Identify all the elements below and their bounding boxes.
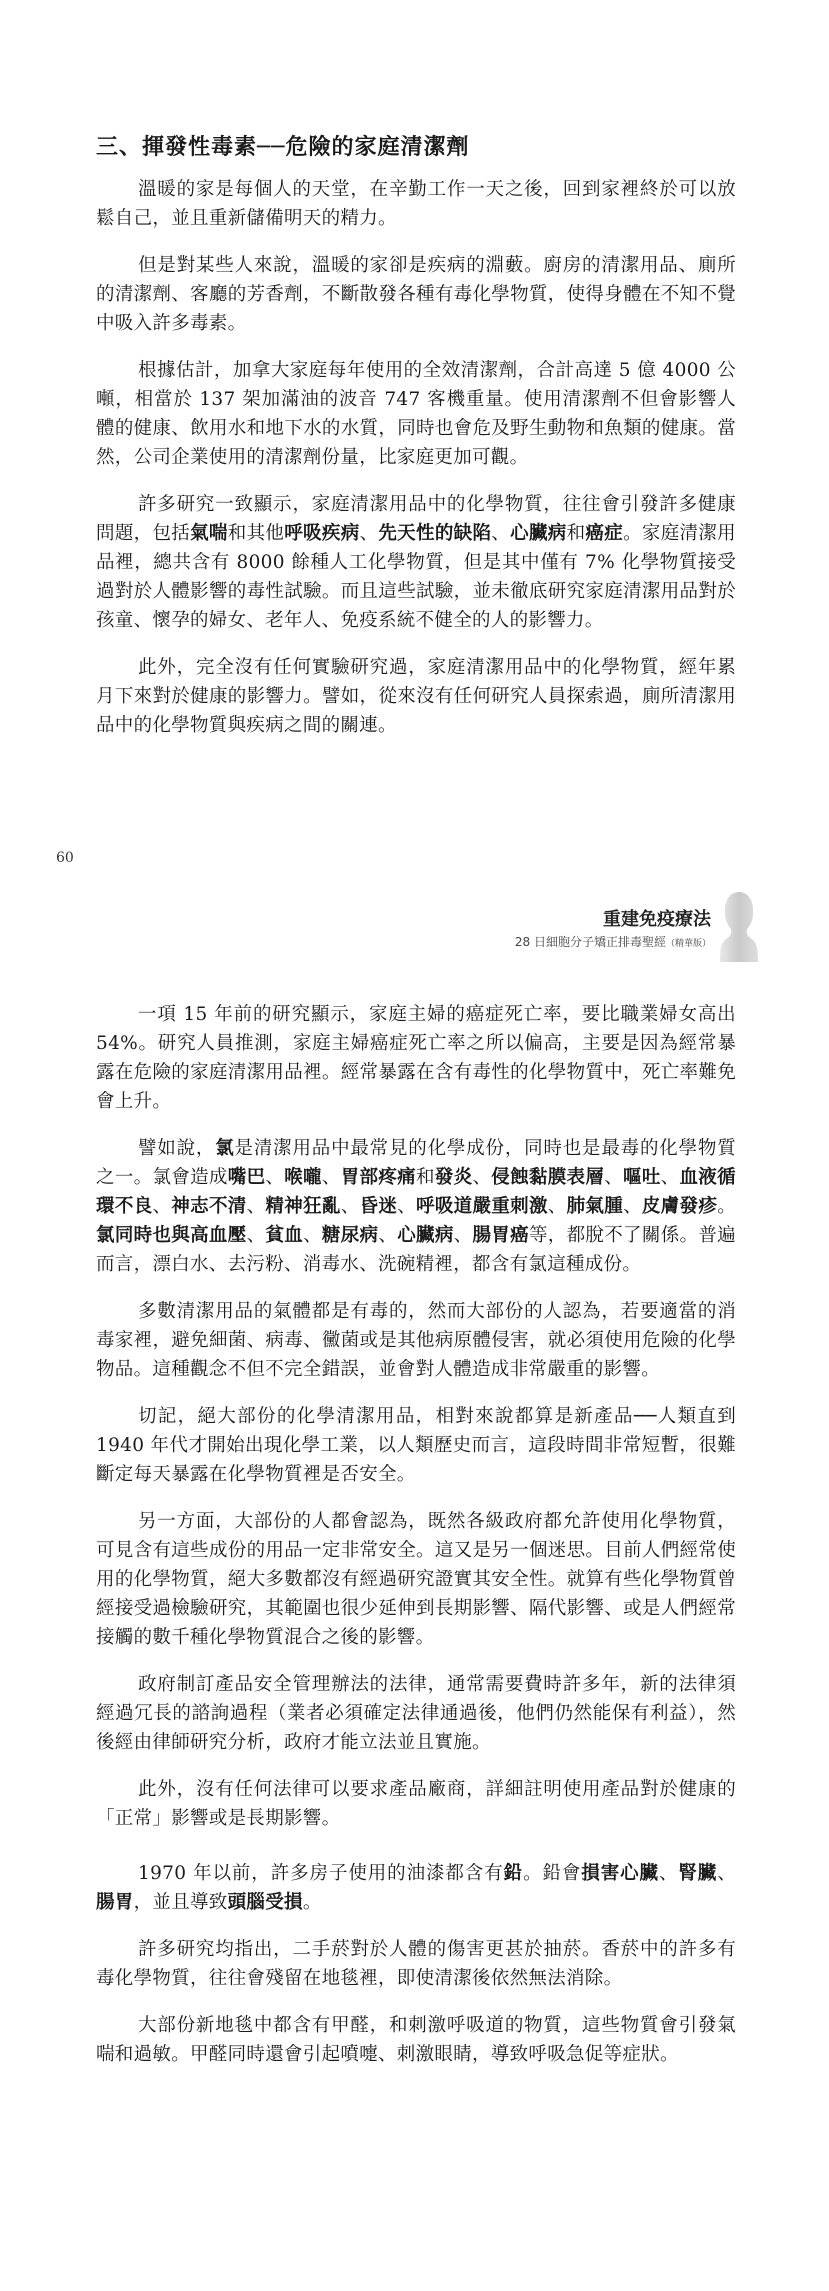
page-top bbox=[0, 0, 829, 860]
text-run: 大部份新地毯中都含有甲醛，和刺激呼吸道的物質，這些物質會引發氣喘和過敏。甲醛同時還會引起噴嚏、刺激眼睛，導致呼吸急促等症狀。 bbox=[96, 2015, 736, 2065]
text-run: 、 bbox=[359, 523, 379, 544]
bold-term: 氯同時也與高血壓 bbox=[96, 1225, 247, 1246]
paragraph bbox=[96, 1935, 736, 1993]
book-edition: （精華版） bbox=[665, 939, 711, 949]
text-run: 、 bbox=[340, 1196, 360, 1217]
bold-term: 血液循環不良 bbox=[96, 1167, 736, 1217]
text-run: 1970 年以前，許多房子使用的油漆都含有 bbox=[138, 1863, 504, 1884]
bold-term: 癌症 bbox=[585, 523, 624, 544]
paragraph bbox=[96, 251, 736, 338]
text-run: 是清潔用品中最常見的化學成份，同時也是最毒的化學物質之一。氯會造成 bbox=[96, 1138, 736, 1188]
bold-term: 皮膚發疹 bbox=[641, 1196, 718, 1217]
paragraph bbox=[96, 1297, 736, 1384]
text-run: ，並且導致 bbox=[133, 1892, 228, 1913]
text-run: 、 bbox=[491, 523, 511, 544]
bold-term: 頭腦受損 bbox=[227, 1892, 303, 1913]
paragraph bbox=[96, 2011, 736, 2069]
bold-term: 心臟病 bbox=[397, 1225, 454, 1246]
bold-term: 肺氣腫 bbox=[566, 1196, 624, 1217]
bold-term: 氯 bbox=[215, 1138, 235, 1159]
text-run: 譬如說， bbox=[138, 1138, 216, 1159]
book-subtitle-text: 28 日細胞分子矯正排毒聖經 bbox=[514, 935, 666, 949]
text-run: 溫暖的家是每個人的天堂，在辛勤工作一天之後，回到家裡終於可以放鬆自己，並且重新儲備明天的精力。 bbox=[96, 179, 736, 229]
text-run: 許多研究一致顯示，家庭清潔用品中的化學物質，往往會引發許多健康問題，包括 bbox=[96, 494, 736, 544]
paragraph bbox=[96, 653, 736, 740]
paragraph bbox=[96, 1859, 736, 1917]
bold-term: 鉛 bbox=[503, 1863, 524, 1884]
text-run: 但是對某些人來說，溫暖的家卻是疾病的淵藪。廚房的清潔用品、廁所的清潔劑、客廳的芳香劑，不斷散發各種有毒化學物質，使得身體在不知不覺中吸入許多毒素。 bbox=[96, 255, 736, 334]
paragraph bbox=[96, 490, 736, 635]
text-run: 政府制訂產品安全管理辦法的法律，通常需要費時許多年，新的法律須經過冗長的諮詢過程（業者必須確定法律通過後，他們仍然能保有利益），然後經由律師研究分析，政府才能立法並且實施。 bbox=[96, 1674, 736, 1753]
text-run: 、 bbox=[321, 1167, 341, 1188]
bold-term: 腎臟 bbox=[678, 1863, 718, 1884]
text-run: 、 bbox=[660, 1167, 680, 1188]
page1-paragraphs bbox=[96, 175, 736, 740]
text-run: 根據估計，加拿大家庭每年使用的全效清潔劑，合計高達 5 億 4000 公噸，相當於 137 架加滿油的波音 747 客機重量。使用清潔劑不但會影響人體的健康、飲用水和地下水的水質，同時也會危及野生動物和魚類的健康。當然，公司企業使用的清潔劑份量，比家庭更加可觀。 bbox=[96, 360, 736, 468]
text-run: 、 bbox=[265, 1167, 285, 1188]
bold-term: 昏迷 bbox=[359, 1196, 398, 1217]
text-run: 許多研究均指出，二手菸對於人體的傷害更甚於抽菸。香菸中的許多有毒化學物質，往往會殘留在地毯裡，即使清潔後依然無法消除。 bbox=[96, 1939, 736, 1989]
book-title: 重建免疫療法 bbox=[603, 909, 711, 930]
text-run: 、 bbox=[246, 1196, 266, 1217]
page-number: 60 bbox=[56, 850, 74, 866]
bold-term: 先天性的缺陷 bbox=[378, 523, 492, 544]
text-run: 、 bbox=[623, 1196, 642, 1217]
bold-term: 嘴巴 bbox=[227, 1167, 266, 1188]
page2-content bbox=[96, 1000, 736, 2087]
page2-paragraphs bbox=[96, 1000, 736, 2069]
text-run: 此外，完全沒有任何實驗研究過，家庭清潔用品中的化學物質，經年累月下來對於健康的影響力。譬如，從來沒有任何研究人員探索過，廁所清潔用品中的化學物質與疾病之間的關連。 bbox=[96, 657, 736, 736]
paragraph bbox=[96, 1507, 736, 1652]
bold-term: 損害心臟 bbox=[581, 1863, 659, 1884]
bold-term: 喉嚨 bbox=[284, 1167, 322, 1188]
paragraph bbox=[96, 175, 736, 233]
bold-term: 糖尿病 bbox=[321, 1225, 379, 1246]
text-run: 、 bbox=[397, 1196, 417, 1217]
text-run: 。 bbox=[302, 1892, 322, 1913]
bold-term: 神志不清 bbox=[171, 1196, 247, 1217]
bold-term: 腸胃 bbox=[96, 1892, 134, 1913]
bold-term: 腸胃癌 bbox=[472, 1225, 529, 1246]
text-run: 和其他 bbox=[227, 523, 285, 544]
bold-term: 發炎 bbox=[434, 1167, 473, 1188]
text-run: 、 bbox=[604, 1167, 624, 1188]
text-run: 一項 15 年前的研究顯示，家庭主婦的癌症死亡率，要比職業婦女高出 54%。研究人員推測，家庭主婦癌症死亡率之所以偏高，主要是因為經常暴露在危險的家庭清潔用品裡。經常暴露在含有毒性的化學物質中，死亡率難免會上升。 bbox=[96, 1004, 736, 1112]
bold-term: 呼吸道嚴重刺激 bbox=[416, 1196, 548, 1217]
text-run: 、 bbox=[658, 1863, 679, 1884]
section-heading: 三、揮發性毒素──危險的家庭清潔劑 bbox=[96, 135, 470, 160]
running-header bbox=[515, 905, 711, 950]
bold-term: 胃部疼痛 bbox=[340, 1167, 416, 1188]
text-run: 、 bbox=[547, 1196, 567, 1217]
head-silhouette-icon bbox=[719, 890, 759, 962]
text-run: 。鉛會 bbox=[523, 1863, 582, 1884]
text-run: 和 bbox=[415, 1167, 435, 1188]
text-run: 。 bbox=[717, 1196, 737, 1217]
paragraph bbox=[96, 356, 736, 472]
text-run: 、 bbox=[152, 1196, 172, 1217]
text-run: 、 bbox=[303, 1225, 322, 1246]
text-run: 等，都脫不了關係。普遍而言，漂白水、去污粉、消毒水、洗碗精裡，都含有氯這種成份。 bbox=[96, 1225, 736, 1275]
text-run: 多數清潔用品的氣體都是有毒的，然而大部份的人認為，若要適當的消毒家裡，避免細菌、病毒、黴菌或是其他病原體侵害，就必須使用危險的化學物品。這種觀念不但不完全錯誤，並會對人體造成非常嚴重的影響。 bbox=[96, 1301, 736, 1380]
bold-term: 氣喘 bbox=[190, 523, 228, 544]
text-run: 、 bbox=[717, 1863, 736, 1884]
text-run: 和 bbox=[566, 523, 586, 544]
bold-term: 侵蝕黏膜表層 bbox=[491, 1167, 605, 1188]
paragraph bbox=[96, 1134, 736, 1279]
paragraph bbox=[96, 1775, 736, 1833]
bold-term: 呼吸疾病 bbox=[284, 523, 360, 544]
paragraph bbox=[96, 1670, 736, 1757]
text-run: 。家庭清潔用品裡，總共含有 8000 餘種人工化學物質，但是其中僅有 7% 化學物質接受過對於人體影響的毒性試驗。而且這些試驗，並未徹底研究家庭清潔用品對於孩童、懷孕的婦女、老年人、免疫系統不健全的人的影響力。 bbox=[96, 523, 736, 631]
text-run: 另一方面，大部份的人都會認為，既然各級政府都允許使用化學物質，可見含有這些成份的用品一定非常安全。這又是另一個迷思。目前人們經常使用的化學物質，絕大多數都沒有經過研究證實其安全性。就算有些化學物質曾經接受過檢驗研究，其範圍也很少延伸到長期影響、隔代影響、或是人們經常接觸的數千種化學物質混合之後的影響。 bbox=[96, 1511, 736, 1648]
book-subtitle bbox=[515, 933, 711, 950]
text-run: 、 bbox=[378, 1225, 398, 1246]
text-run: 、 bbox=[472, 1167, 492, 1188]
text-run: 切記，絕大部份的化學清潔用品，相對來說都算是新產品──人類直到 1940 年代才開始出現化學工業，以人類歷史而言，這段時間非常短暫，很難斷定每天暴露在化學物質裡是否安全。 bbox=[96, 1406, 736, 1485]
bold-term: 貧血 bbox=[265, 1225, 304, 1246]
bold-term: 心臟病 bbox=[510, 523, 567, 544]
paragraph bbox=[96, 1402, 736, 1489]
text-run: 、 bbox=[453, 1225, 473, 1246]
page1-content bbox=[96, 130, 736, 758]
text-run: 此外，沒有任何法律可以要求產品廠商，詳細註明使用產品對於健康的「正常」影響或是長期影響。 bbox=[96, 1779, 736, 1829]
text-run: 、 bbox=[246, 1225, 266, 1246]
paragraph bbox=[96, 1000, 736, 1116]
bold-term: 嘔吐 bbox=[623, 1167, 661, 1188]
bold-term: 精神狂亂 bbox=[265, 1196, 341, 1217]
